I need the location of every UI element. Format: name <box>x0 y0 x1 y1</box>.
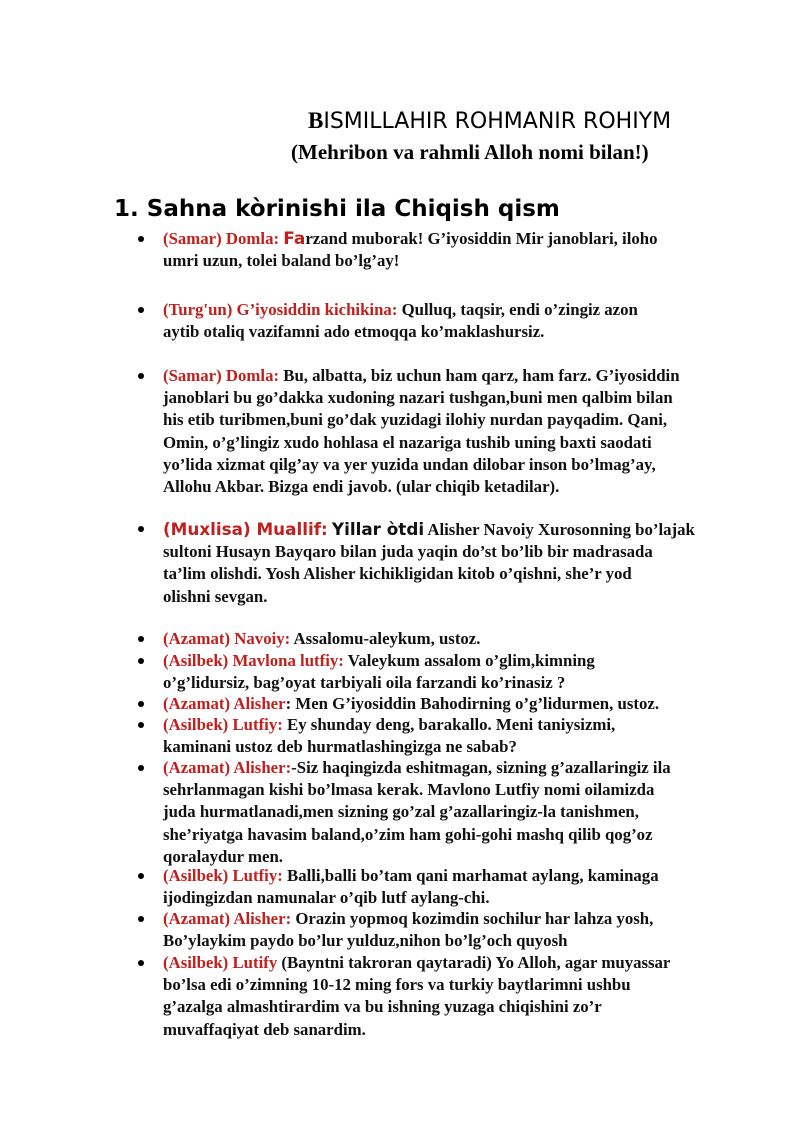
dialogue-text: Orazin yopmoq kozimdin sochilur har lahza yosh, <box>295 909 654 928</box>
list-item <box>163 628 763 650</box>
speaker-label: (Azamat) Navoiy: <box>163 629 291 648</box>
dialogue-line: muvaffaqiyat deb sanardim. <box>163 1019 366 1039</box>
list-item <box>163 299 763 343</box>
dialogue-text: -Siz haqingizda eshitmagan, sizning g’azallaringiz ila <box>291 758 671 777</box>
dialogue-line: Allohu Akbar. Bizga endi javob. (ular chiqib ketadilar). <box>163 477 560 497</box>
list-item <box>163 228 763 272</box>
bullet-icon <box>138 307 144 313</box>
dialogue-text: Ey shunday deng, barakallo. Meni taniysizmi, <box>287 715 616 734</box>
dialogue-line: sultoni Husayn Bayqaro bilan juda yaqin do’st bo’lib bir madrasada <box>163 542 653 562</box>
document-subtitle: (Mehribon va rahmli Alloh nomi bilan!) <box>291 140 649 164</box>
speaker-label: (Azamat) Alisher: <box>163 758 292 777</box>
speaker-label: (Asilbek) Lutify <box>163 953 278 972</box>
bullet-icon <box>138 765 144 771</box>
list-item <box>163 365 763 498</box>
bullet-icon <box>138 236 144 242</box>
dialogue-line: his etib turibmen,buni go’dak yuzidagi ilohiy nurdan payqadim. Qani, <box>163 410 668 430</box>
dialogue-line: yo’lida xizmat qilg’ay va yer yuzida undan dilobar inson bo’lmag’ay, <box>163 454 656 474</box>
dialogue-text: Balli,balli bo’tam qani marhamat aylang, kaminaga <box>287 866 659 885</box>
document-title <box>308 108 671 134</box>
speaker-label: (Samar) Domla: <box>163 366 280 385</box>
list-item <box>163 757 763 868</box>
dialogue-line: sehrlanmagan kishi bo’lmasa kerak. Mavlono Lutfiy nomi oilamizda <box>163 780 655 800</box>
dialogue-text: rzand muborak! G’iyosiddin Mir janoblari, iloho <box>305 229 658 248</box>
title-initial: B <box>308 108 324 133</box>
list-item <box>163 952 763 1041</box>
dialogue-line: ijodingizdan namunalar o’qib lutf aylang-chi. <box>163 888 490 908</box>
dialogue-text: Alisher Navoiy Xurosonning bo’lajak <box>424 520 695 539</box>
bullet-icon <box>138 701 144 707</box>
bullet-icon <box>138 916 144 922</box>
dialogue-line: Omin, o’g’lingiz xudo hohlasa el nazariga tushib uning baxti saodati <box>163 432 652 452</box>
list-item <box>163 714 763 758</box>
dialogue-text: Qulluq, taqsir, endi o’zingiz azon <box>401 300 638 319</box>
title-rest: ISMILLAHIR ROHMANIR ROHIYM <box>323 109 672 134</box>
speaker-label: (Turg'un) G’iyosiddin kichikina: <box>163 300 398 319</box>
dialogue-text: Assalomu-aleykum, ustoz. <box>293 629 481 648</box>
bullet-icon <box>138 960 144 966</box>
speaker-emphasis: Fa <box>283 229 306 249</box>
bullet-icon <box>138 526 144 532</box>
bullet-icon <box>138 636 144 642</box>
list-item <box>163 518 763 608</box>
speaker-label: (Asilbek) Lutfiy: <box>163 866 283 885</box>
dialogue-line: bo’lsa edi o’zimning 10-12 ming fors va turkiy baytlarimni ushbu <box>163 975 631 995</box>
dialogue-line: qoralaydur men. <box>163 846 283 866</box>
dialogue-line: kaminani ustoz deb hurmatlashingizga ne sabab? <box>163 737 517 757</box>
bullet-icon <box>138 873 144 879</box>
bullet-icon <box>138 722 144 728</box>
list-item <box>163 865 763 909</box>
list-item <box>163 693 763 715</box>
dialogue-line: she’riyatga havasim baland,o’zim ham gohi-gohi mashq qilib qog’oz <box>163 824 653 844</box>
speaker-label: (Azamat) Alisher <box>163 694 286 713</box>
dialogue-line: umri uzun, tolei baland bo’lg’ay! <box>163 251 400 271</box>
dialogue-text: : Men G’iyosiddin Bahodirning o’g’lidurmen, ustoz. <box>285 694 660 713</box>
dialogue-text: Bu, albatta, biz uchun ham qarz, ham farz. G’iyosiddin <box>283 366 680 385</box>
dialogue-line: ta’lim olishdi. Yosh Alisher kichikligidan kitob o’qishni, she’r yod <box>163 564 632 584</box>
dialogue-line: olishni sevgan. <box>163 586 268 606</box>
dialogue-line: Bo’ylaykim paydo bo’lur yulduz,nihon bo’lg’och quyosh <box>163 931 568 951</box>
dialogue-line: juda hurmatlanadi,men sizning go’zal g’azallaringiz-la tanishmen, <box>163 802 639 822</box>
dialogue-line: g’azalga almashtirardim va bu ishning yuzaga chiqishini zo’r <box>163 997 602 1017</box>
bullet-icon <box>138 658 144 664</box>
speaker-label: (Asilbek) Mavlona lutfiy: <box>163 651 344 670</box>
dialogue-line: janoblari bu go’dakka xudoning nazari tushgan,buni men qalbim bilan <box>163 388 673 408</box>
time-phrase: Yillar òtdi <box>331 519 425 539</box>
dialogue-text: (Bayntni takroran qaytaradi) Yo Alloh, agar muyassar <box>281 953 671 972</box>
dialogue-line: aytib otaliq vazifamni ado etmoqqa ko’maklashursiz. <box>163 322 545 342</box>
section-heading: 1. Sahna kòrinishi ila Chiqish qism <box>114 196 560 222</box>
speaker-label: (Azamat) Alisher: <box>163 909 292 928</box>
speaker-label: (Samar) Domla: <box>163 229 280 248</box>
bullet-icon <box>138 373 144 379</box>
list-item <box>163 908 763 952</box>
speaker-label: (Muxlisa) Muallif: <box>163 519 328 539</box>
speaker-label: (Asilbek) Lutfiy: <box>163 715 283 734</box>
dialogue-line: o’g’lidursiz, bag’oyat tarbiyali oila farzandi ko’rinasiz ? <box>163 673 566 693</box>
list-item <box>163 650 763 694</box>
dialogue-text: Valeykum assalom o’glim,kimning <box>347 651 595 670</box>
